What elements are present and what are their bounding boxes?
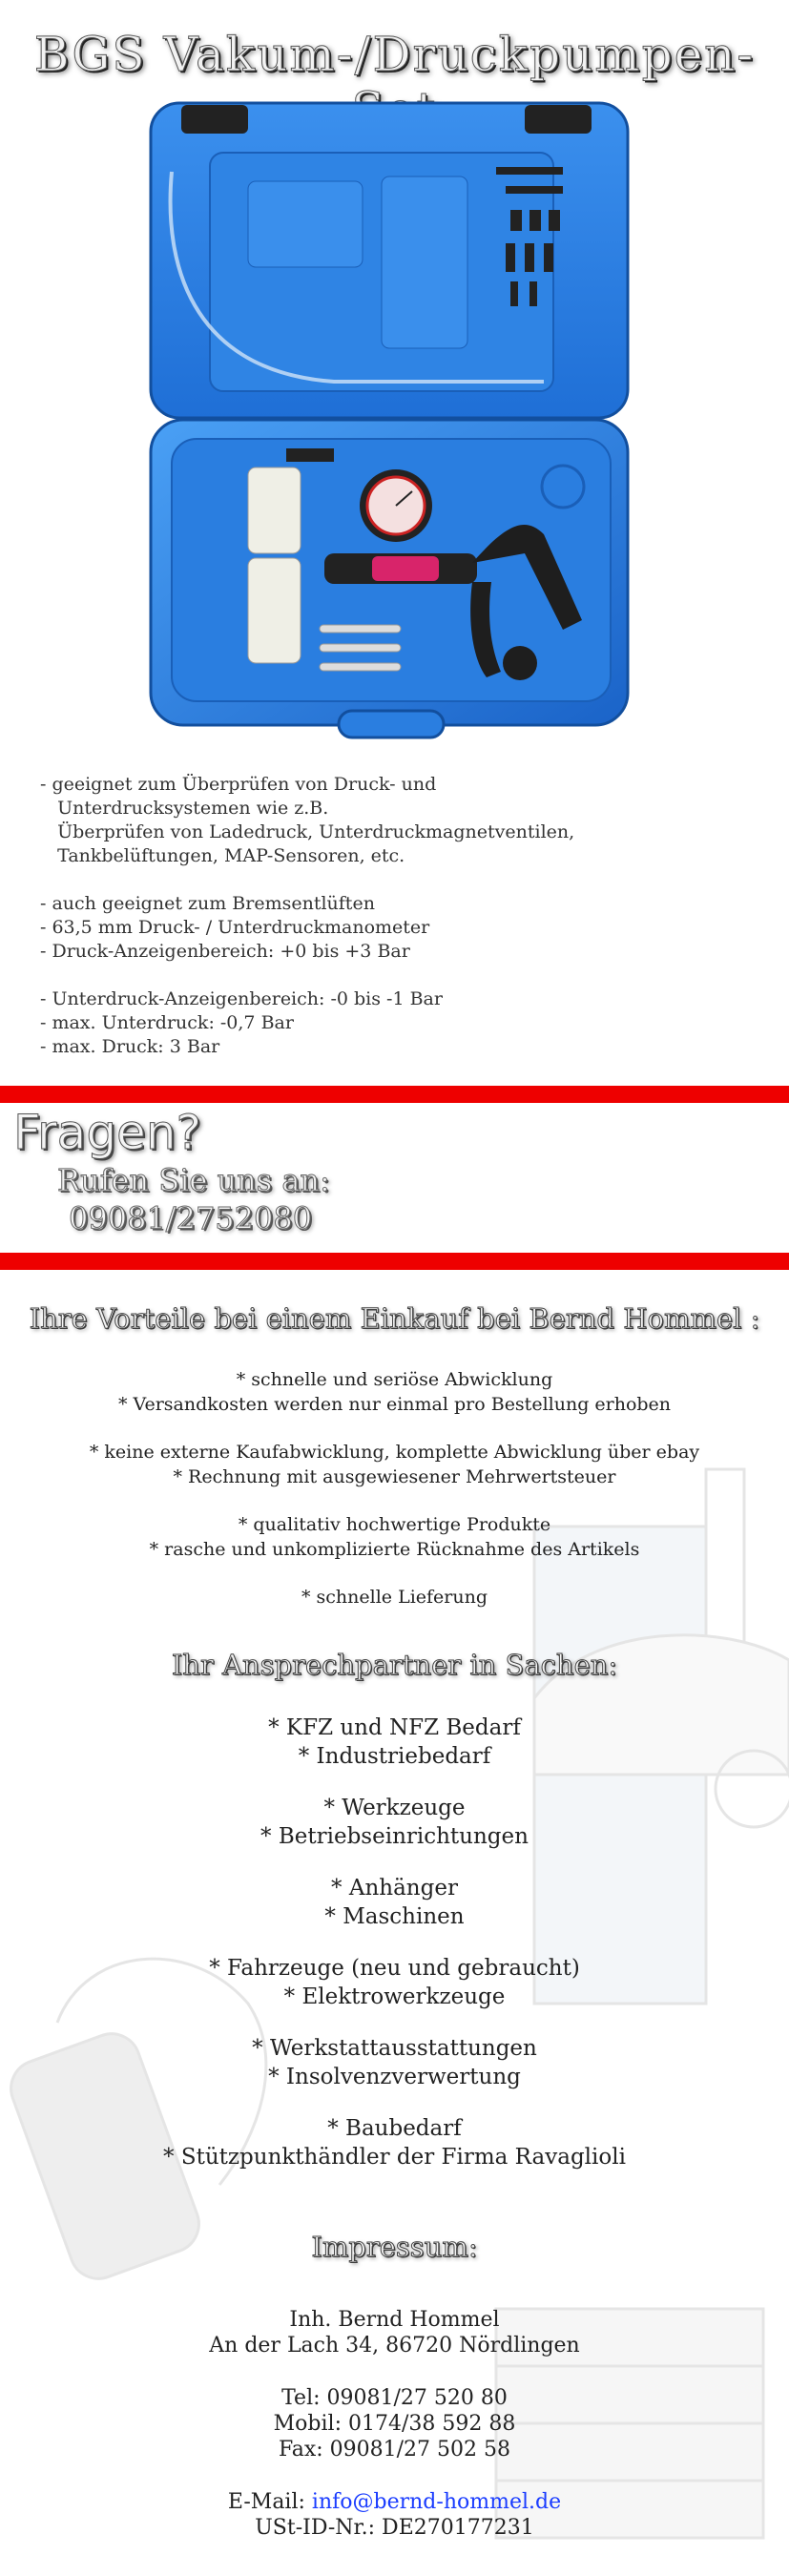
feature-line: - max. Unterdruck: -0,7 Bar [40, 1012, 294, 1033]
contact-title: Fragen? [13, 1105, 202, 1160]
advantage-item: * Versandkosten werden nur einmal pro Bestellung erhoben [117, 1394, 672, 1415]
partner-item: * Fahrzeuge (neu und gebraucht) [209, 1956, 580, 1981]
advantage-item: * keine externe Kaufabwicklung, komplette Abwicklung über ebay [89, 1442, 700, 1463]
impressum-email-label: E-Mail: [227, 2490, 312, 2514]
partner-item: * Industriebedarf [298, 1744, 491, 1769]
feature-line: - Unterdruck-Anzeigenbereich: -0 bis -1 Bar [40, 988, 443, 1009]
partner-title: Ihr Ansprechpartner in Sachen: [171, 1649, 618, 1681]
contact-banner [0, 1105, 789, 1253]
impressum-address: An der Lach 34, 86720 Nördlingen [209, 2334, 580, 2358]
advantage-item: * rasche und unkomplizierte Rücknahme des Artikels [149, 1539, 640, 1560]
impressum-mobil: Mobil: 0174/38 592 88 [273, 2412, 516, 2436]
feature-line: - max. Druck: 3 Bar [40, 1036, 220, 1057]
partner-item: * Werkstattausstattungen [252, 2036, 537, 2061]
feature-line: - auch geeignet zum Bremsentlüften [40, 893, 375, 914]
impressum-owner: Inh. Bernd Hommel [289, 2308, 500, 2332]
partner-item: * Stützpunkthändler der Firma Ravaglioli [163, 2145, 626, 2170]
advantage-item: * schnelle Lieferung [301, 1587, 488, 1608]
feature-line: - Druck-Anzeigenbereich: +0 bis +3 Bar [40, 941, 410, 962]
advantage-item: * schnelle und seriöse Abwicklung [236, 1369, 553, 1390]
partner-item: * Werkzeuge [323, 1796, 466, 1820]
contact-phone: 09081/2752080 [69, 1200, 313, 1236]
impressum-email-line [0, 2489, 789, 2515]
partner-item: * Insolvenzverwertung [268, 2065, 521, 2089]
page-title: BGS Vakum-/Druckpumpen- [33, 27, 756, 82]
feature-line: Unterdrucksystemen wie z.B. [40, 798, 329, 819]
advantages-title: Ihre Vorteile bei einem Einkauf bei Bernd Hommel : [29, 1302, 760, 1335]
partner-item: * Anhänger [331, 1876, 458, 1901]
advantage-item: * qualitativ hochwertige Produkte [238, 1514, 551, 1535]
email-link[interactable]: info@bernd-hommel.de [311, 2490, 562, 2514]
partner-item: * Baubedarf [327, 2116, 462, 2141]
red-divider-bottom [0, 1253, 789, 1270]
partner-item: * Maschinen [324, 1904, 465, 1929]
red-divider-top [0, 1086, 789, 1103]
advantages-list [0, 1367, 789, 1610]
feature-line: - geeignet zum Überprüfen von Druck- und [40, 774, 437, 795]
impressum-block [0, 2307, 789, 2541]
contact-subtitle: Rufen Sie uns an: [57, 1162, 330, 1198]
info-section [0, 1278, 789, 2576]
impressum-title: Impressum: [311, 2231, 478, 2263]
partner-item: * Betriebseinrichtungen [260, 1824, 529, 1849]
partner-item: * Elektrowerkzeuge [283, 1984, 506, 2009]
partner-list [0, 1714, 789, 2171]
product-image [143, 86, 639, 744]
impressum-tel: Tel: 09081/27 520 80 [281, 2386, 508, 2410]
impressum-ust: USt-ID-Nr.: DE270177231 [255, 2516, 534, 2540]
advantage-item: * Rechnung mit ausgewiesener Mehrwertsteuer [173, 1466, 616, 1487]
feature-line: - 63,5 mm Druck- / Unterdruckmanometer [40, 917, 430, 938]
feature-line: Tankbelüftungen, MAP-Sensoren, etc. [40, 845, 405, 866]
partner-item: * KFZ und NFZ Bedarf [268, 1715, 521, 1740]
impressum-fax: Fax: 09081/27 502 58 [278, 2438, 511, 2462]
feature-list [40, 773, 746, 1059]
feature-line: Überprüfen von Ladedruck, Unterdruckmagnetventilen, [40, 821, 575, 842]
